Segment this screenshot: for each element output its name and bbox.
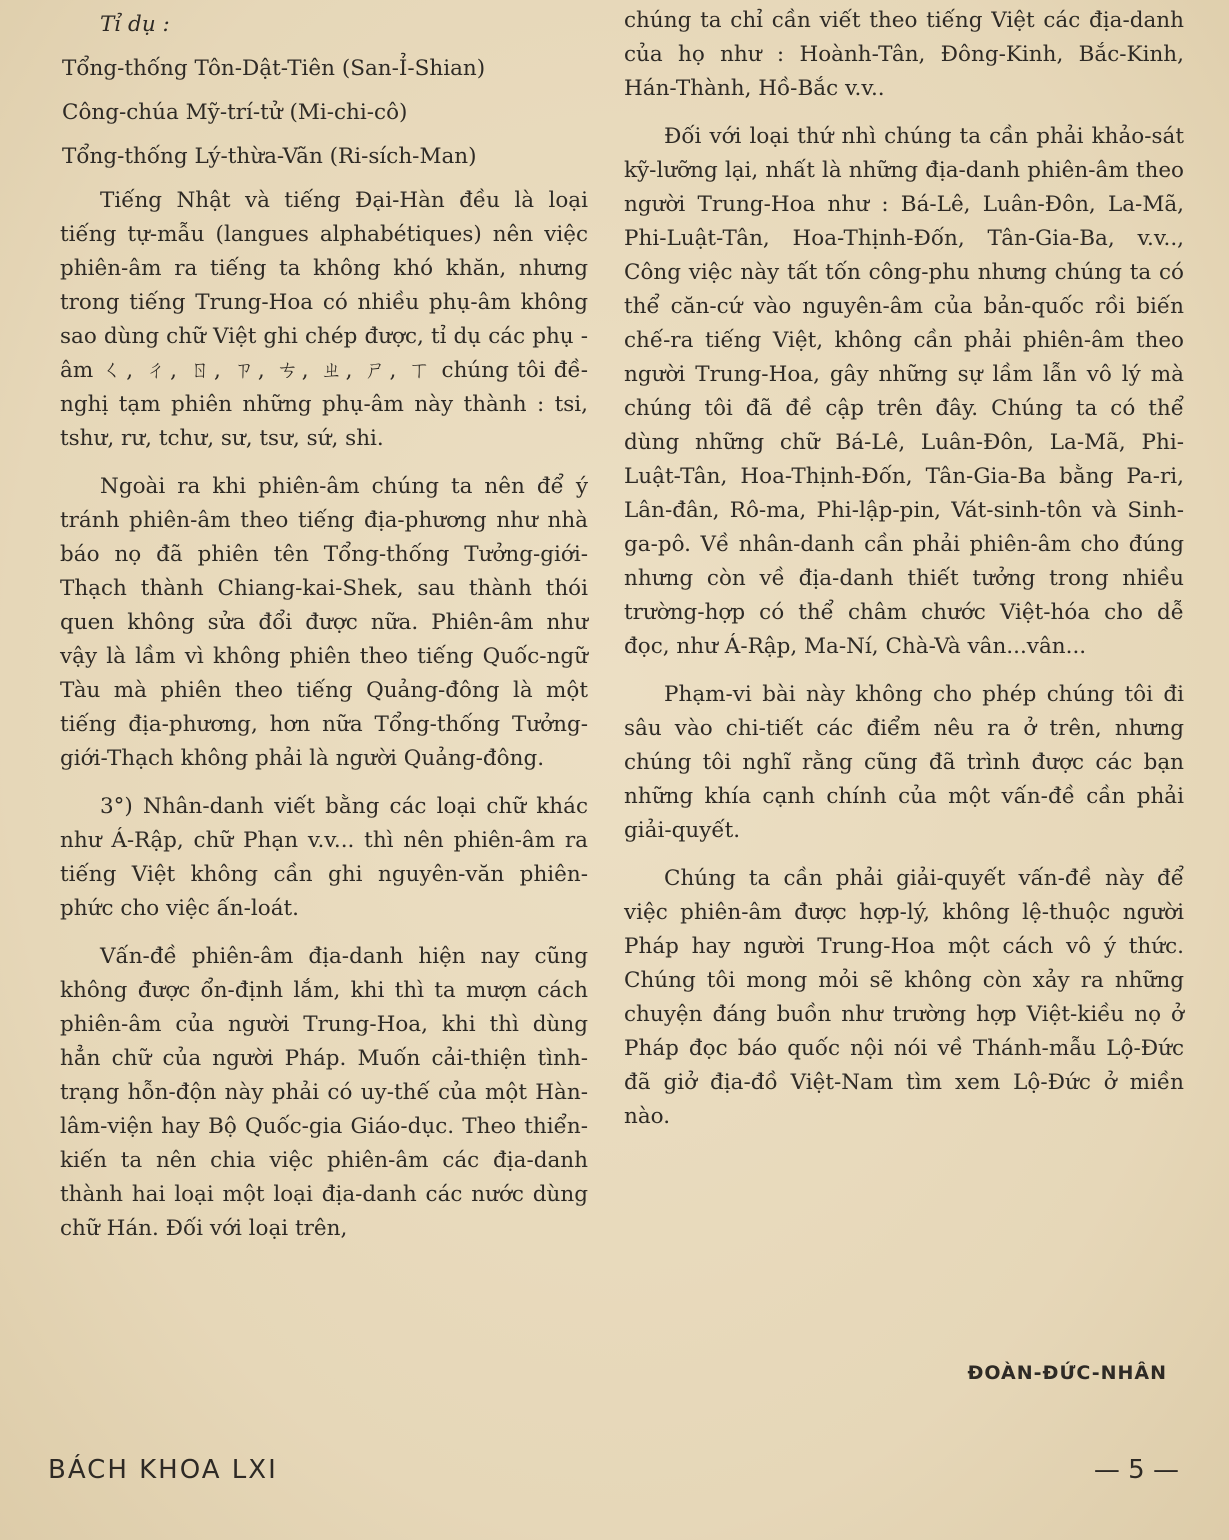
right-column xyxy=(624,4,1184,1148)
left-column xyxy=(60,8,588,1260)
publication-footer: BÁCH KHOA LXI xyxy=(48,1455,278,1485)
paragraph-second-type: Đối với loại thứ nhì chúng ta cần phải khảo-sát kỹ-lưỡng lại, nhất là những địa-danh phiên-âm theo người Trung-Hoa như : Bá-Lê, Luân-Đôn, La-Mã, Phi-Luật-Tân, Hoa-Thịnh-Đốn, Tân-Gia-Ba, v.v.., Công việc này tất tốn công-phu nhưng chúng ta có thể căn-cứ vào nguyên-âm của bản-quốc rồi biến chế-ra tiếng Việt, không cần phải phiên-âm theo người Trung-Hoa, gây những sự lầm lẫn vô lý mà chúng tôi đã đề cập trên đây. Chúng ta có thể dùng những chữ Bá-Lê, Luân-Đôn, La-Mã, Phi-Luật-Tân, Hoa-Thịnh-Đốn, Tân-Gia-Ba bằng Pa-ri, Lân-đân, Rô-ma, Phi-lập-pin, Vát-sinh-tôn và Sinh-ga-pô. Về nhân-danh cần phải phiên-âm cho đúng nhưng còn về địa-danh thiết tưởng trong nhiều trường-hợp có thể châm chước Việt-hóa cho dễ đọc, như Á-Rập, Ma-Ní, Chà-Và vân...vân... xyxy=(624,124,1184,659)
example-line-1: Tổng-thống Tôn-Dật-Tiên (San-Ỉ-Shian) xyxy=(62,56,486,81)
author-signature: ĐOÀN-ĐỨC-NHÂN xyxy=(967,1362,1167,1384)
example-line-3: Tổng-thống Lý-thừa-Vãn (Ri-sích-Man) xyxy=(62,144,477,169)
paragraph-place-names: Vấn-đề phiên-âm địa-danh hiện nay cũng không được ổn-định lắm, khi thì ta mượn cách phiên-âm của người Trung-Hoa, khi thì dùng hẳn chữ của người Pháp. Muốn cải-thiện tình-trạng hỗn-độn này phải có uy-thế của một Hàn-lâm-viện hay Bộ Quốc-gia Giáo-dục. Theo thiển-kiến ta nên chia việc phiên-âm các địa-danh thành hai loại một loại địa-danh các nước dùng chữ Hán. Đối với loại trên, xyxy=(60,944,588,1241)
example-line-2: Công-chúa Mỹ-trí-tử (Mi-chi-cô) xyxy=(62,100,408,125)
paragraph-consonants-text: Tiếng Nhật và tiếng Đại-Hàn đều là loại tiếng tự-mẫu (langues alphabétiques) nên việc phiên-âm ra tiếng ta không khó khăn, nhưng trong tiếng Trung-Hoa có nhiều phụ-âm không sao dùng chữ Việt ghi chép được, tỉ dụ các phụ - âm xyxy=(60,188,588,383)
page-number: — 5 — xyxy=(1093,1455,1179,1485)
paragraph-han-countries: chúng ta chỉ cần viết theo tiếng Việt các địa-danh của họ như : Hoành-Tân, Đông-Kinh, Bắc-Kinh, Hán-Thành, Hồ-Bắc v.v.. xyxy=(624,8,1184,101)
paragraph-personal-names: 3°) Nhân-danh viết bằng các loại chữ khác như Á-Rập, chữ Phạn v.v... thì nên phiên-âm ra tiếng Việt không cần ghi nguyên-văn phiên-phức cho việc ấn-loát. xyxy=(60,794,588,921)
example-label: Tỉ dụ : xyxy=(100,12,170,37)
paragraph-conclusion: Chúng ta cần phải giải-quyết vấn-đề này để việc phiên-âm được hợp-lý, không lệ-thuộc người Pháp hay người Trung-Hoa một cách vô ý thức. Chúng tôi mong mỏi sẽ không còn xảy ra những chuyện đáng buồn như trường hợp Việt-kiều nọ ở Pháp đọc báo quốc nội nói về Thánh-mẫu Lộ-Đức đã giở địa-đồ Việt-Nam tìm xem Lộ-Đức ở miền nào. xyxy=(624,866,1184,1129)
paragraph-consonants xyxy=(60,184,588,456)
paragraph-scope: Phạm-vi bài này không cho phép chúng tôi đi sâu vào chi-tiết các điểm nêu ra ở trên, nhưng chúng tôi nghĩ rằng cũng đã trình được các bạn những khía cạnh chính của một vấn-đề cần phải giải-quyết. xyxy=(624,682,1184,843)
paragraph-dialect: Ngoài ra khi phiên-âm chúng ta nên để ý tránh phiên-âm theo tiếng địa-phương như nhà báo nọ đã phiên tên Tổng-thống Tưởng-giới-Thạch thành Chiang-kai-Shek, sau thành thói quen không sửa đổi được nữa. Phiên-âm như vậy là lầm vì không phiên theo tiếng Quốc-ngữ Tàu mà phiên theo tiếng Quảng-đông là một tiếng địa-phương, hơn nữa Tổng-thống Tưởng-giới-Thạch không phải là người Quảng-đông. xyxy=(60,474,588,771)
consonant-symbols: ㄑ, ㄔ, ㄖ, ㄗ, ㄘ, ㄓ, ㄕ, ㄒ xyxy=(101,358,434,383)
paragraph-consonants-end: chúng tôi đề-nghị tạm phiên những phụ-âm này thành : tsi, tshư, rư, tchư, sư, tsư, sứ, shi. xyxy=(60,358,588,451)
